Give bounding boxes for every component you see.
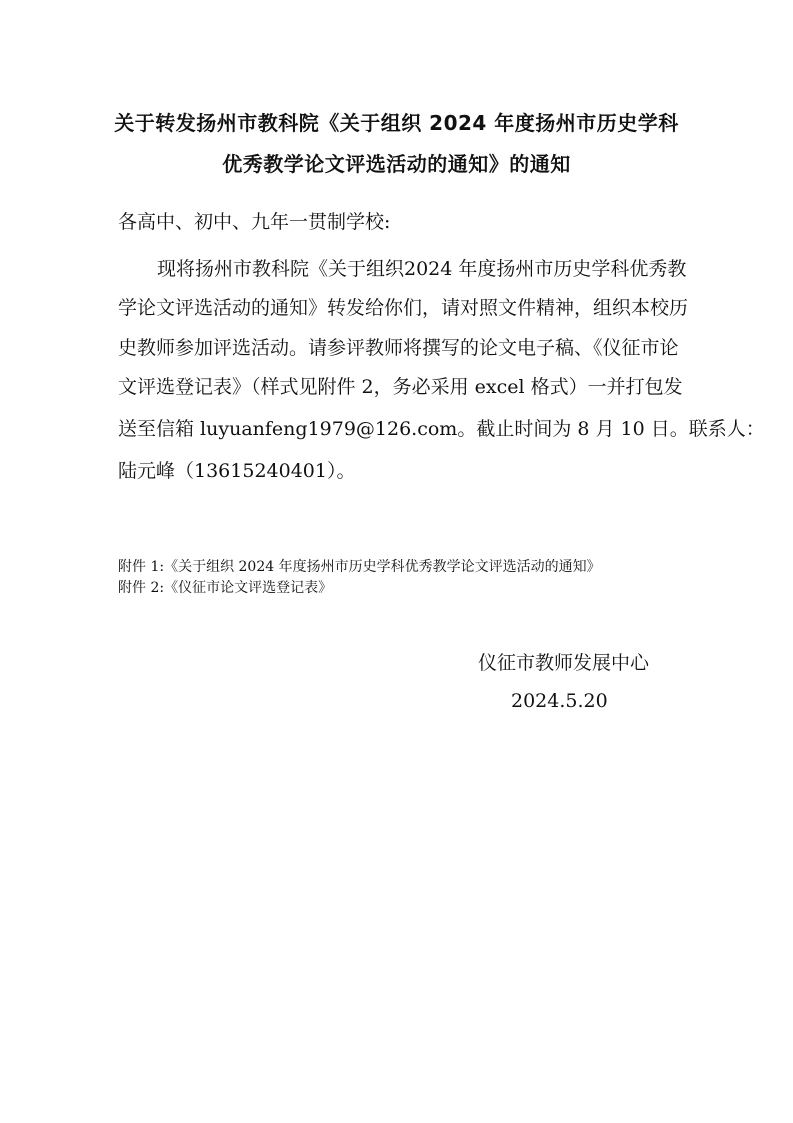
attachment-2: 附件 2:《仪征市论文评选登记表》 [118, 580, 333, 596]
attachment-1: 附件 1:《关于组织 2024 年度扬州市历史学科优秀教学论文评选活动的通知》 [118, 559, 601, 575]
body-line-4: 文评选登记表》（样式见附件 2，务必采用 excel 格式）一并打包发 [118, 376, 683, 398]
body-line-3: 史教师参加评选活动。请参评教师将撰写的论文电子稿、《仪征市论 [118, 337, 679, 359]
salutation: 各高中、初中、九年一贯制学校: [118, 211, 391, 233]
document-title-line-1: 关于转发扬州市教科院《关于组织 2024 年度扬州市历史学科 [114, 111, 679, 135]
body-line-6: 陆元峰（13615240401）。 [118, 460, 356, 482]
issue-date: 2024.5.20 [511, 690, 608, 712]
document-title-line-2: 优秀教学论文评选活动的通知》的通知 [222, 152, 571, 176]
issuer-name: 仪征市教师发展中心 [478, 652, 650, 674]
body-line-2: 学论文评选活动的通知》转发给你们，请对照文件精神，组织本校历 [118, 297, 689, 319]
body-line-5: 送至信箱 luyuanfeng1979@126.com。截止时间为 8 月 10 日。联系人： [118, 418, 765, 440]
body-line-1: 现将扬州市教科院《关于组织2024 年度扬州市历史学科优秀教 [157, 258, 687, 280]
